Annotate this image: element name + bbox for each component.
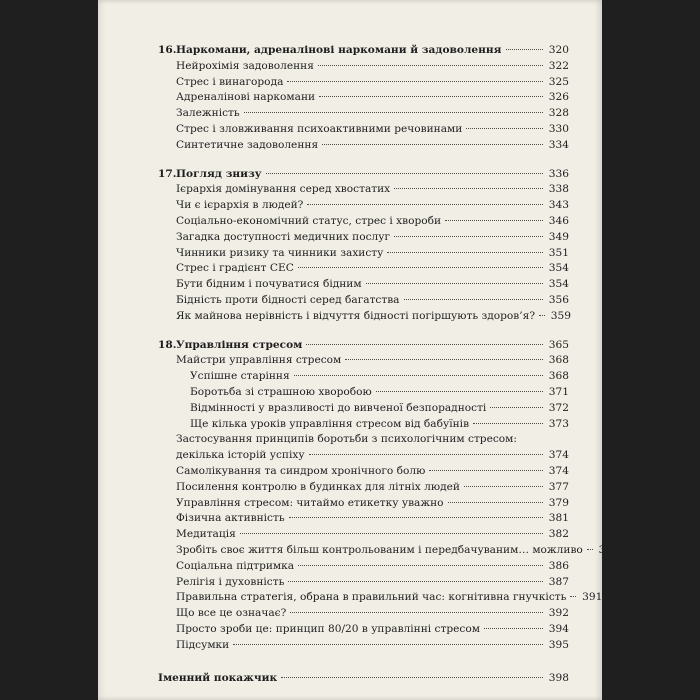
toc-entry-line1: Застосування принципів боротьби з психологічним стресом:: [176, 433, 517, 446]
toc-entry: Медитація 382: [176, 528, 569, 541]
toc-sub-entry: Відмінності у вразливості до вивченої безпорадності 372: [190, 401, 569, 414]
dot-leader: [319, 96, 543, 97]
toc-sub-entry: Ще кілька уроків управління стресом від бабуїнів 373: [190, 417, 569, 430]
dot-leader: [244, 112, 543, 113]
toc-entry: Що все це означає? 392: [176, 607, 569, 620]
dot-leader: [473, 423, 543, 424]
dot-leader: [448, 502, 543, 503]
toc-entry: Підсумки 395: [176, 638, 569, 651]
dot-leader: [318, 65, 543, 66]
chapter-number: 18.: [158, 338, 177, 351]
toc-entry: Нейрохімія задоволення 322: [176, 59, 569, 72]
index-heading: [158, 671, 569, 687]
dot-leader: [306, 344, 543, 345]
chapter-title: Погляд знизу: [176, 167, 262, 180]
chapter-title: Наркомани, адреналінові наркомани й задоволення: [176, 44, 502, 56]
dot-leader: [464, 486, 543, 487]
toc-entry: Соціально-економічний статус, стрес і хвороби 346: [176, 214, 569, 227]
dot-leader: [307, 204, 543, 205]
dot-leader: [404, 299, 544, 300]
toc-entry: Соціальна підтримка 386: [176, 559, 569, 572]
toc-entry: Просто зроби це: принцип 80/20 в управлінні стресом 394: [176, 622, 569, 635]
toc-entry: Правильна стратегія, обрана в правильний час: когнітивна гнучкість 391: [176, 591, 603, 604]
dot-leader: [290, 612, 543, 613]
dot-leader: [394, 188, 543, 189]
toc-entry: Релігія і духовність 387: [176, 575, 569, 588]
dot-leader: [345, 359, 543, 360]
chapter-number: 17.: [158, 167, 177, 180]
toc-entry: Стрес і винагорода 325: [176, 75, 569, 88]
table-of-contents: [158, 43, 619, 687]
dot-leader: [366, 283, 543, 284]
dot-leader: [294, 375, 543, 376]
toc-entry: Самолікування та синдром хронічного болю 374: [176, 464, 569, 477]
page-number: 398: [548, 672, 569, 685]
toc-entry: Залежність 328: [176, 107, 569, 120]
dot-leader: [387, 252, 543, 253]
toc-entry: Чинники ризику та чинники захисту 351: [176, 246, 569, 259]
dot-leader: [445, 220, 543, 221]
dot-leader: [281, 677, 543, 678]
toc-entry: Адреналінові наркомани 326: [176, 91, 569, 104]
dot-leader: [484, 628, 543, 629]
dot-leader: [466, 128, 543, 129]
chapter-number: 16.: [158, 44, 177, 56]
page-number: 365: [548, 338, 569, 351]
toc-entry: Бідність проти бідності серед багатства 356: [176, 293, 569, 306]
toc-entry: Стрес і зловживання психоактивними речовинами 330: [176, 122, 569, 135]
dot-leader: [587, 549, 593, 550]
dot-leader: [287, 81, 543, 82]
dot-leader: [506, 49, 543, 50]
toc-entry-line2: декілька історій успіху 374: [176, 449, 569, 462]
toc-entry: Загадка доступності медичних послуг 349: [176, 230, 569, 243]
chapter-18-heading: [158, 338, 569, 354]
index-title: Іменний покажчик: [158, 672, 278, 685]
dot-leader: [298, 565, 543, 566]
dot-leader: [429, 470, 543, 471]
dot-leader: [376, 391, 543, 392]
dot-leader: [233, 644, 543, 645]
toc-sub-entry: Успішне старіння 368: [190, 370, 569, 383]
dot-leader: [490, 407, 543, 408]
page-number: 320: [548, 44, 569, 56]
toc-entry: Синтетичне задоволення 334: [176, 138, 569, 151]
toc-entry: Бути бідним і почуватися бідним 354: [176, 278, 569, 291]
toc-entry: Посилення контролю в будинках для літніх людей 377: [176, 480, 569, 493]
dot-leader: [539, 315, 545, 316]
dot-leader: [289, 517, 543, 518]
toc-entry: Управління стресом: читаймо етикетку уважно 379: [176, 496, 569, 509]
dot-leader: [394, 236, 543, 237]
dot-leader: [322, 144, 543, 145]
toc-entry: Стрес і градієнт СЕС 354: [176, 262, 569, 275]
chapter-title: Управління стресом: [176, 338, 303, 351]
toc-entry: Майстри управління стресом 368: [176, 354, 569, 367]
dot-leader: [298, 267, 543, 268]
dot-leader: [570, 596, 576, 597]
dot-leader: [266, 173, 543, 174]
dot-leader: [240, 533, 543, 534]
toc-entry: Як майнова нерівність і відчуття бідності погіршують здоров’я? 359: [176, 309, 571, 322]
dot-leader: [288, 581, 543, 582]
toc-entry: Чи є ієрархія в людей? 343: [176, 199, 569, 212]
toc-sub-entry: Боротьба зі страшною хворобою 371: [190, 385, 569, 398]
dot-leader: [309, 454, 543, 455]
toc-entry: Фізична активність 381: [176, 512, 569, 525]
toc-entry: Зробіть своє життя більш контрольованим і передбачуваним… можливо 383: [176, 543, 619, 556]
toc-entry: Ієрархія домінування серед хвостатих 338: [176, 183, 569, 196]
book-page: [98, 0, 619, 700]
chapter-17-heading: [158, 167, 569, 183]
chapter-16-heading: [158, 43, 569, 59]
page-number: 336: [548, 167, 569, 180]
